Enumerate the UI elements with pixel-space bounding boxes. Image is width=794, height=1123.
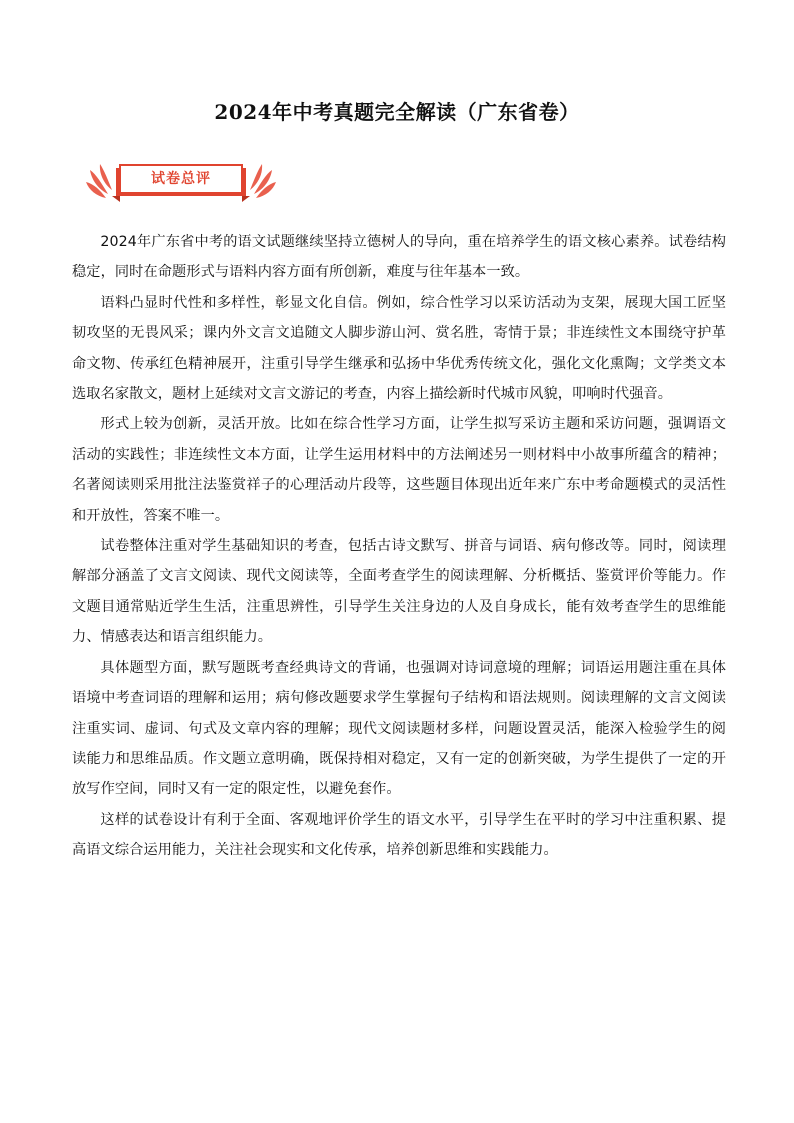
paragraph: 这样的试卷设计有利于全面、客观地评价学生的语文水平，引导学生在平时的学习中注重积累、提高语文综合运用能力，关注社会现实和文化传承，培养创新思维和实践能力。 — [72, 811, 726, 859]
paragraph: 具体题型方面，默写题既考查经典诗文的背诵，也强调对诗词意境的理解；词语运用题注重在具体语境中考查词语的理解和运用；病句修改题要求学生掌握句子结构和语法规则。阅读理解的文言文阅读注重实词、虚词、句式及文章内容的理解；现代文阅读题材多样，问题设置灵活，能深入检验学生的阅读能力和思维品质。作文题立意明确，既保持相对稳定，又有一定的创新突破，为学生提供了一定的开放写作空间，同时又有一定的限定性，以避免套作。 — [72, 659, 726, 798]
page-title: 2024年中考真题完全解读（广东省卷） — [214, 100, 580, 124]
paragraph: 2024年广东省中考的语文试题继续坚持立德树人的导向，重在培养学生的语文核心素养。试卷结构稳定，同时在命题形式与语料内容方面有所创新，难度与往年基本一致。 — [72, 234, 726, 281]
section-badge-label: 试卷总评 — [151, 171, 211, 187]
summary-body — [72, 227, 726, 866]
paragraph: 语料凸显时代性和多样性，彰显文化自信。例如，综合性学习以采访活动为支架，展现大国工匠坚韧攻坚的无畏风采；课内外文言文追随文人脚步游山河、赏名胜，寄情于景；非连续性文本围绕守护革命文物、传承红色精神展开，注重引导学生继承和弘扬中华优秀传统文化，强化文化熏陶；文学类文本选取名家散文，题材上延续对文言文游记的考查，内容上描绘新时代城市风貌，叩响时代强音。 — [72, 294, 726, 403]
section-badge — [86, 160, 276, 204]
paragraph: 形式上较为创新，灵活开放。比如在综合性学习方面，让学生拟写采访主题和采访问题，强调语文活动的实践性；非连续性文本方面，让学生运用材料中的方法阐述另一则材料中小故事所蕴含的精神；名著阅读则采用批注法鉴赏祥子的心理活动片段等，这些题目体现出近年来广东中考命题模式的灵活性和开放性，答案不唯一。 — [72, 416, 726, 524]
paragraph: 试卷整体注重对学生基础知识的考查，包括古诗文默写、拼音与词语、病句修改等。同时，阅读理解部分涵盖了文言文阅读、现代文阅读等，全面考查学生的阅读理解、分析概括、鉴赏评价等能力。作文题目通常贴近学生生活，注重思辨性，引导学生关注身边的人及自身成长，能有效考查学生的思维能力、情感表达和语言组织能力。 — [72, 538, 726, 646]
